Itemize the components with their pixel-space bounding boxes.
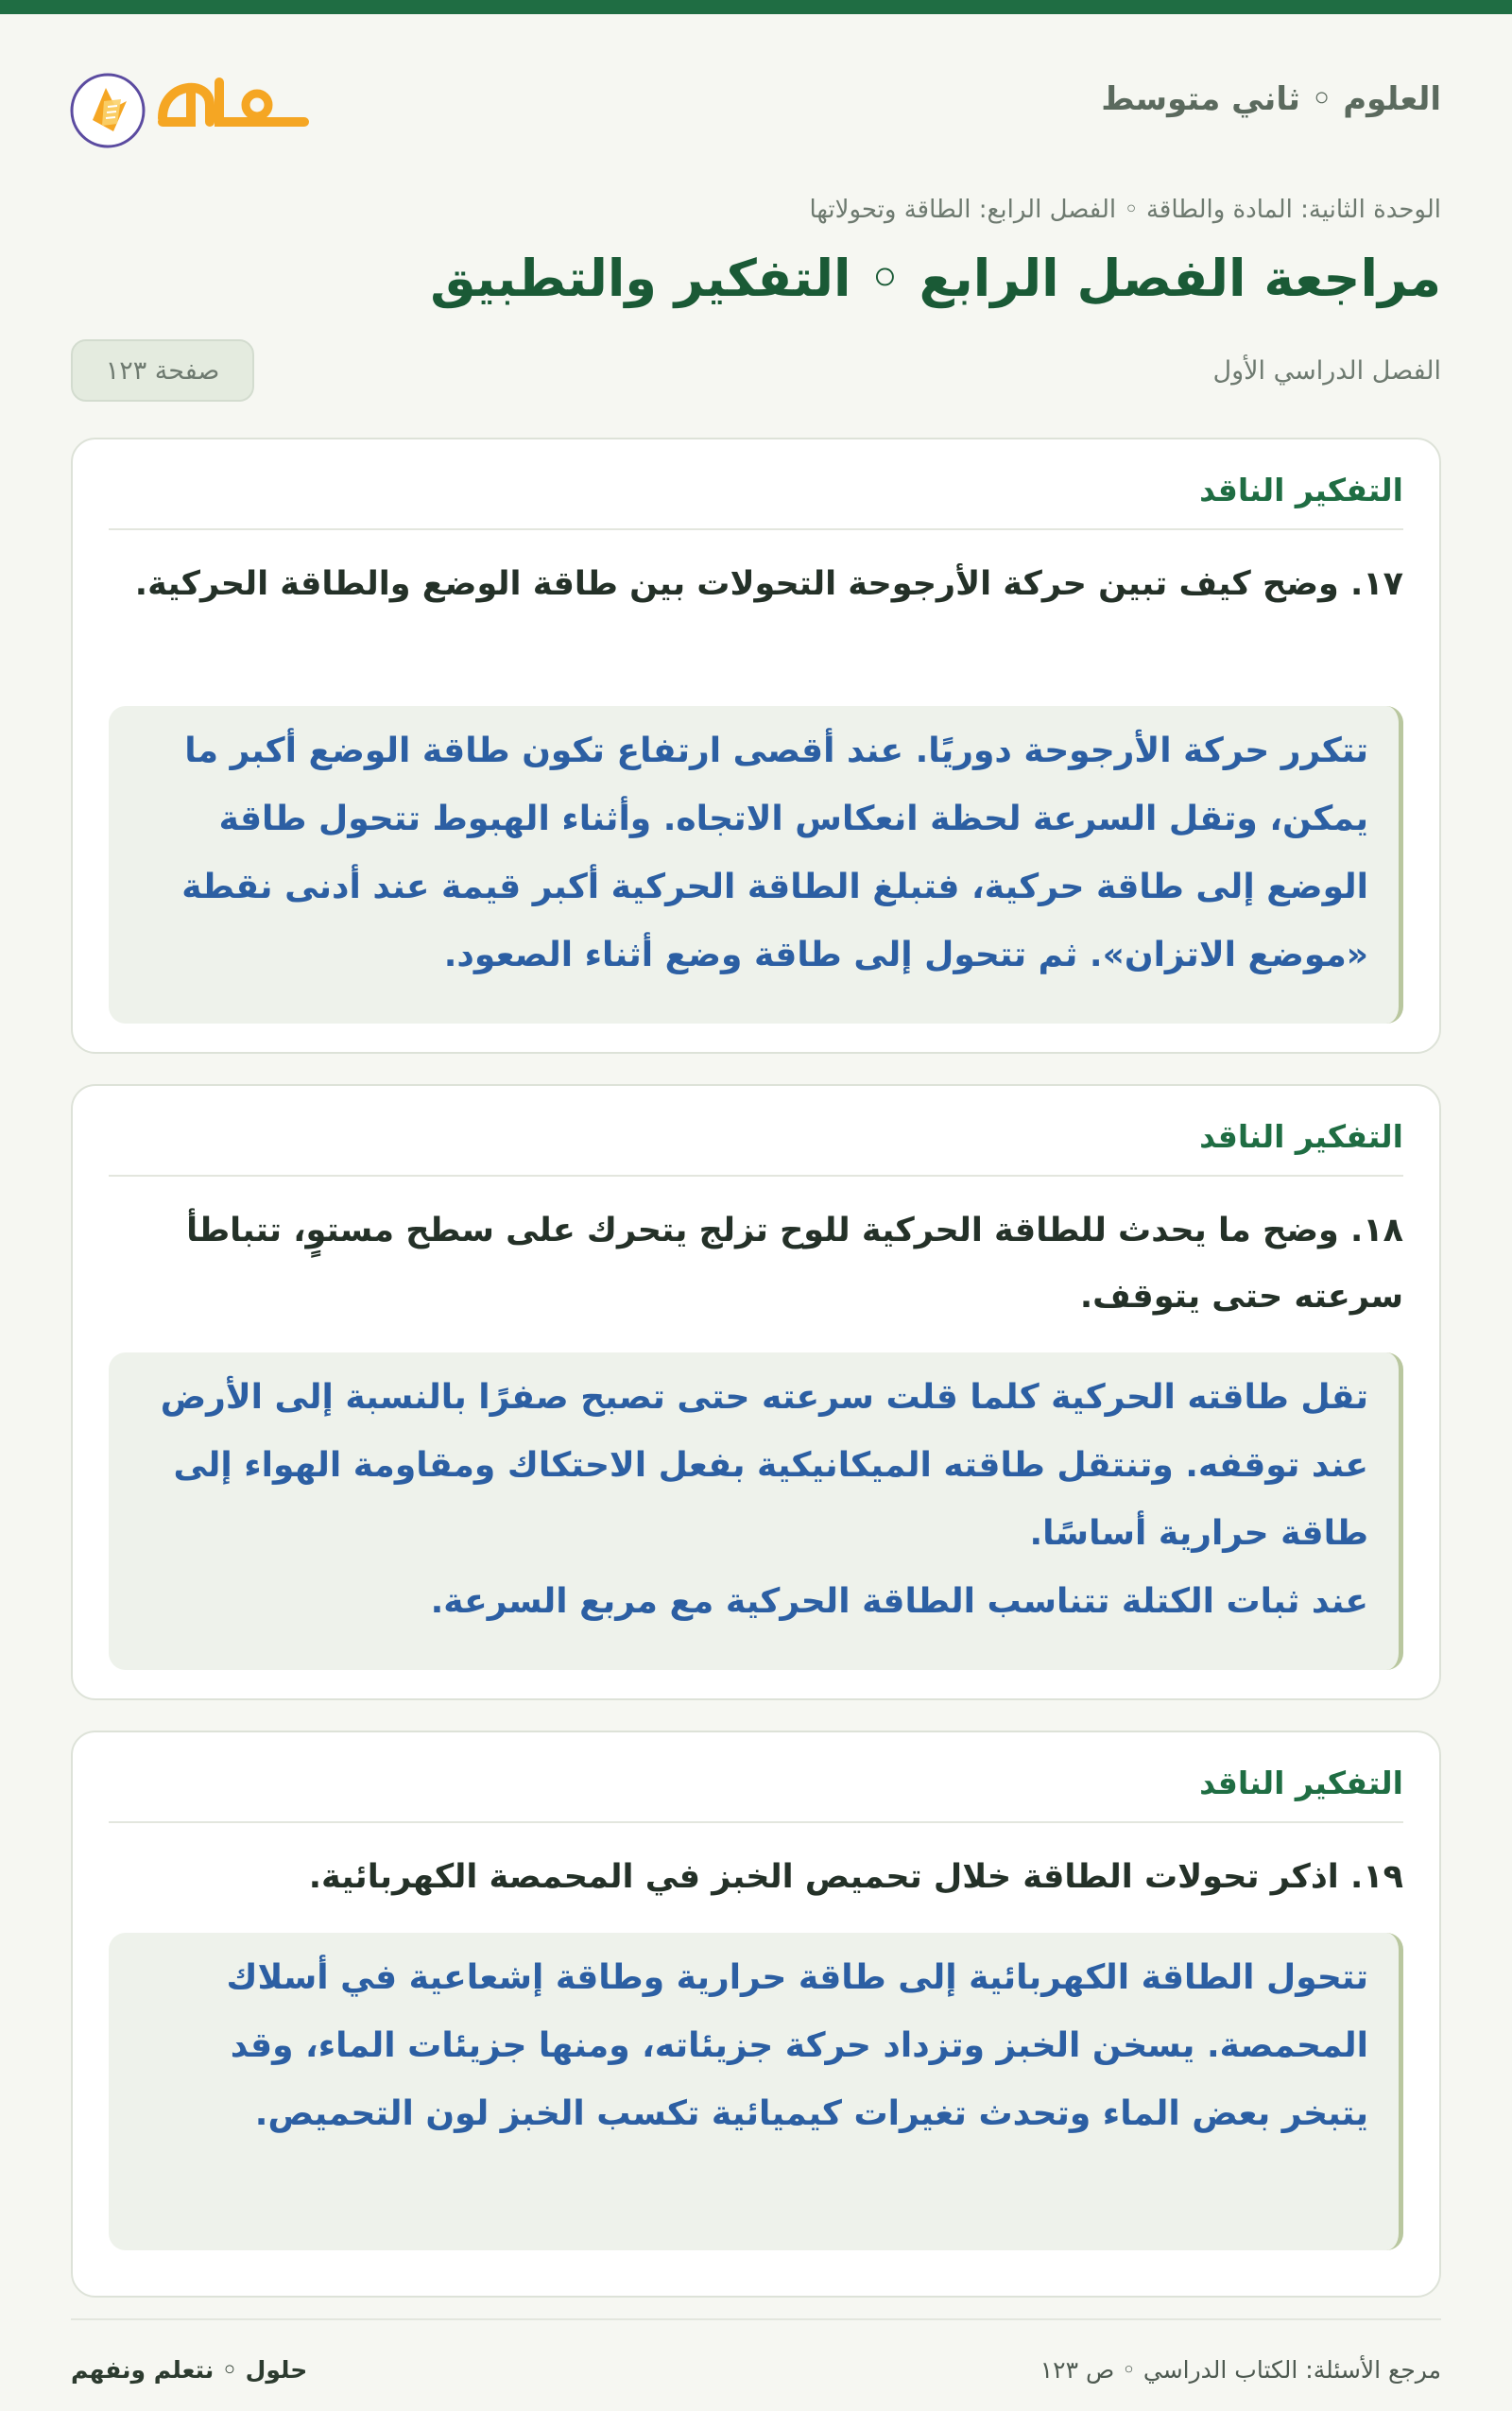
page-title: مراجعة الفصل الرابع ◦ التفكير والتطبيق (430, 249, 1441, 308)
question-card-19 (71, 1731, 1441, 2298)
answer-box (109, 1933, 1403, 2250)
question-text: ١٩. اذكر تحولات الطاقة خلال تحميص الخبز في المحمصة الكهربائية. (308, 1858, 1403, 1896)
answer-box (109, 706, 1403, 1024)
breadcrumb: الوحدة الثانية: المادة والطاقة ◦ الفصل الرابع: الطاقة وتحولاتها (809, 196, 1441, 224)
page-number-badge: صفحة ١٢٣ (71, 339, 254, 402)
answer-box (109, 1352, 1403, 1670)
card-heading: التفكير الناقد (1199, 1765, 1403, 1801)
page (0, 14, 1512, 2411)
top-accent-stripe (0, 0, 1512, 14)
hulul-logo (68, 63, 314, 158)
question-text: ١٧. وضح كيف تبين حركة الأرجوحة التحولات بين طاقة الوضع والطاقة الحركية. (134, 565, 1403, 603)
answer-note: عند ثبات الكتلة تتناسب الطاقة الحركية مع مربع السرعة. (430, 1582, 1368, 1621)
card-divider (109, 528, 1403, 530)
answer-text: تتحول الطاقة الكهربائية إلى طاقة حرارية وطاقة إشعاعية في أسلاك المحمصة. يسخن الخبز وتزداد حركة جزيئاته، ومنها جزيئات الماء، وقد يتبخر بعض الماء وتحدث تغيرات كيميائية تكسب الخبز لون التحميص. (226, 1958, 1368, 2133)
subject-label: العلوم ◦ ثاني متوسط (1101, 80, 1441, 118)
card-heading: التفكير الناقد (1199, 472, 1403, 508)
answer-text: تقل طاقته الحركية كلما قلت سرعته حتى تصبح صفرًا بالنسبة إلى الأرض عند توقفه. وتنتقل طاقته الميكانيكية بفعل الاحتكاك ومقاومة الهواء إلى طاقة حرارية أساسًا. (160, 1378, 1368, 1553)
question-card-18 (71, 1084, 1441, 1700)
footer-brand: حلول ◦ نتعلم ونفهم (71, 2356, 308, 2384)
card-divider (109, 1175, 1403, 1177)
question-card-17 (71, 438, 1441, 1054)
semester-label: الفصل الدراسي الأول (1212, 356, 1441, 386)
footer-reference: مرجع الأسئلة: الكتاب الدراسي ◦ ص ١٢٣ (1040, 2356, 1441, 2384)
card-heading: التفكير الناقد (1199, 1118, 1403, 1155)
footer-divider (71, 2318, 1441, 2320)
card-divider (109, 1821, 1403, 1823)
answer-text: تتكرر حركة الأرجوحة دوريًا. عند أقصى ارتفاع تكون طاقة الوضع أكبر ما يمكن، وتقل السرعة لحظة انعكاس الاتجاه. وأثناء الهبوط تتحول طاقة الوضع إلى طاقة حركية، فتبلغ الطاقة الحركية أكبر قيمة عند أدنى نقطة «موضع الاتزان». ثم تتحول إلى طاقة وضع أثناء الصعود. (181, 732, 1368, 974)
question-text: ١٨. وضح ما يحدث للطاقة الحركية للوح تزلج يتحرك على سطح مستوٍ، تتباطأ سرعته حتى يتوقف. (186, 1212, 1403, 1316)
